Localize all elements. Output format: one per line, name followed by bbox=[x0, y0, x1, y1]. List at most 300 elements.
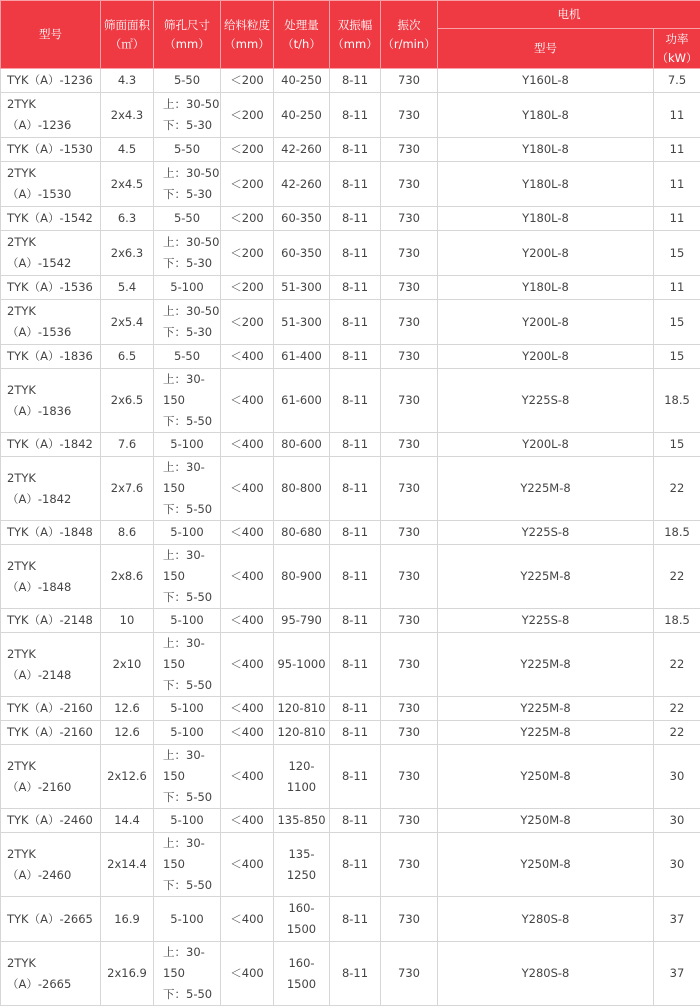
cell-amplitude: 8-11 bbox=[330, 433, 381, 457]
cell-mesh-line: 上：30-50 bbox=[154, 232, 220, 253]
cell-motor-model: Y250M-8 bbox=[438, 745, 654, 809]
table-row bbox=[1, 721, 700, 745]
table-row bbox=[1, 138, 700, 162]
cell-capacity bbox=[274, 138, 330, 162]
cell-area: 4.5 bbox=[101, 138, 154, 162]
cell-area: 12.6 bbox=[101, 697, 154, 721]
cell-feed: ＜400 bbox=[221, 433, 274, 457]
cell-power: 15 bbox=[654, 231, 700, 276]
cell-model: 2TYK（A）-2148 bbox=[1, 633, 101, 697]
cell-capacity-line: 1100 bbox=[274, 777, 329, 798]
cell-mesh-line: 5-50 bbox=[154, 139, 220, 160]
cell-feed: ＜400 bbox=[221, 697, 274, 721]
table-row bbox=[1, 521, 700, 545]
cell-power: 15 bbox=[654, 345, 700, 369]
cell-frequency: 730 bbox=[381, 609, 438, 633]
cell-frequency: 730 bbox=[381, 138, 438, 162]
table-row bbox=[1, 942, 700, 1006]
cell-mesh bbox=[154, 300, 221, 345]
cell-model: TYK（A）-2460 bbox=[1, 809, 101, 833]
cell-amplitude: 8-11 bbox=[330, 457, 381, 521]
cell-capacity-line: 95-790 bbox=[274, 610, 329, 631]
cell-frequency: 730 bbox=[381, 897, 438, 942]
cell-mesh bbox=[154, 276, 221, 300]
cell-power: 18.5 bbox=[654, 369, 700, 433]
cell-amplitude: 8-11 bbox=[330, 300, 381, 345]
table-body bbox=[1, 69, 700, 1006]
cell-feed: ＜400 bbox=[221, 609, 274, 633]
cell-frequency: 730 bbox=[381, 809, 438, 833]
cell-capacity bbox=[274, 276, 330, 300]
cell-capacity bbox=[274, 809, 330, 833]
header-motor-power bbox=[654, 29, 700, 69]
header-feed-label: 给料粒度 bbox=[221, 16, 273, 35]
cell-capacity bbox=[274, 369, 330, 433]
cell-mesh-line: 上：30-50 bbox=[154, 163, 220, 184]
cell-area: 2x5.4 bbox=[101, 300, 154, 345]
cell-power: 18.5 bbox=[654, 609, 700, 633]
header-amplitude-label: 双振幅 bbox=[330, 16, 380, 35]
cell-model: 2TYK（A）-1842 bbox=[1, 457, 101, 521]
cell-motor-model: Y160L-8 bbox=[438, 69, 654, 93]
cell-power: 11 bbox=[654, 93, 700, 138]
header-capacity bbox=[274, 1, 330, 69]
header-amplitude bbox=[330, 1, 381, 69]
cell-capacity bbox=[274, 721, 330, 745]
table-row bbox=[1, 433, 700, 457]
cell-frequency: 730 bbox=[381, 300, 438, 345]
cell-area: 2x6.3 bbox=[101, 231, 154, 276]
cell-area: 10 bbox=[101, 609, 154, 633]
cell-motor-model: Y225S-8 bbox=[438, 609, 654, 633]
cell-model: 2TYK（A）-1836 bbox=[1, 369, 101, 433]
cell-feed: ＜200 bbox=[221, 162, 274, 207]
cell-capacity-line: 60-350 bbox=[274, 243, 329, 264]
cell-capacity-line: 51-300 bbox=[274, 277, 329, 298]
cell-mesh-line: 上：30-150 bbox=[154, 633, 220, 675]
cell-capacity bbox=[274, 345, 330, 369]
cell-model: TYK（A）-1530 bbox=[1, 138, 101, 162]
cell-motor-model: Y200L-8 bbox=[438, 345, 654, 369]
cell-frequency: 730 bbox=[381, 697, 438, 721]
cell-mesh-line: 5-100 bbox=[154, 434, 220, 455]
cell-mesh bbox=[154, 138, 221, 162]
cell-motor-model: Y200L-8 bbox=[438, 300, 654, 345]
cell-motor-model: Y200L-8 bbox=[438, 231, 654, 276]
cell-capacity bbox=[274, 231, 330, 276]
table-row bbox=[1, 833, 700, 897]
cell-mesh-line: 上：30-150 bbox=[154, 545, 220, 587]
cell-capacity-line: 40-250 bbox=[274, 105, 329, 126]
cell-capacity bbox=[274, 942, 330, 1006]
cell-area: 16.9 bbox=[101, 897, 154, 942]
header-amplitude-unit: （mm） bbox=[330, 35, 380, 54]
cell-capacity-line: 95-1000 bbox=[274, 654, 329, 675]
cell-feed: ＜200 bbox=[221, 69, 274, 93]
cell-mesh bbox=[154, 457, 221, 521]
cell-capacity-line: 160- bbox=[274, 953, 329, 974]
cell-capacity bbox=[274, 633, 330, 697]
cell-mesh bbox=[154, 697, 221, 721]
cell-mesh-line: 上：30-150 bbox=[154, 369, 220, 411]
cell-model: TYK（A）-1848 bbox=[1, 521, 101, 545]
cell-feed: ＜400 bbox=[221, 942, 274, 1006]
cell-area: 2x7.6 bbox=[101, 457, 154, 521]
cell-capacity-line: 51-300 bbox=[274, 312, 329, 333]
cell-mesh-line: 5-100 bbox=[154, 522, 220, 543]
table-row bbox=[1, 207, 700, 231]
cell-area: 2x12.6 bbox=[101, 745, 154, 809]
cell-frequency: 730 bbox=[381, 276, 438, 300]
cell-mesh-line: 5-50 bbox=[154, 70, 220, 91]
cell-area: 7.6 bbox=[101, 433, 154, 457]
cell-capacity-line: 61-400 bbox=[274, 346, 329, 367]
table-row bbox=[1, 745, 700, 809]
cell-power: 22 bbox=[654, 721, 700, 745]
cell-model: 2TYK（A）-2460 bbox=[1, 833, 101, 897]
cell-capacity bbox=[274, 833, 330, 897]
cell-capacity-line: 120- bbox=[274, 756, 329, 777]
cell-amplitude: 8-11 bbox=[330, 207, 381, 231]
cell-power: 15 bbox=[654, 300, 700, 345]
cell-capacity-line: 42-260 bbox=[274, 139, 329, 160]
header-model: 型号 bbox=[1, 1, 101, 69]
cell-feed: ＜200 bbox=[221, 207, 274, 231]
cell-feed: ＜400 bbox=[221, 897, 274, 942]
header-capacity-unit: （t/h） bbox=[274, 35, 329, 54]
cell-frequency: 730 bbox=[381, 433, 438, 457]
cell-power: 15 bbox=[654, 433, 700, 457]
cell-amplitude: 8-11 bbox=[330, 231, 381, 276]
cell-feed: ＜400 bbox=[221, 369, 274, 433]
cell-motor-model: Y225M-8 bbox=[438, 457, 654, 521]
cell-power: 22 bbox=[654, 633, 700, 697]
header-power-label: 功率 bbox=[654, 30, 700, 49]
cell-model: TYK（A）-1236 bbox=[1, 69, 101, 93]
cell-motor-model: Y225S-8 bbox=[438, 369, 654, 433]
cell-power: 22 bbox=[654, 697, 700, 721]
cell-capacity-line: 1500 bbox=[274, 919, 329, 940]
cell-mesh bbox=[154, 942, 221, 1006]
header-frequency bbox=[381, 1, 438, 69]
table-row bbox=[1, 545, 700, 609]
cell-frequency: 730 bbox=[381, 369, 438, 433]
cell-capacity-line: 1500 bbox=[274, 974, 329, 995]
cell-model: TYK（A）-1542 bbox=[1, 207, 101, 231]
cell-mesh-line: 下：5-30 bbox=[154, 184, 220, 205]
cell-amplitude: 8-11 bbox=[330, 138, 381, 162]
cell-frequency: 730 bbox=[381, 457, 438, 521]
header-mesh-label: 筛孔尺寸 bbox=[154, 16, 220, 35]
cell-amplitude: 8-11 bbox=[330, 93, 381, 138]
cell-mesh bbox=[154, 69, 221, 93]
cell-amplitude: 8-11 bbox=[330, 545, 381, 609]
cell-frequency: 730 bbox=[381, 345, 438, 369]
header-capacity-label: 处理量 bbox=[274, 16, 329, 35]
cell-mesh-line: 下：5-50 bbox=[154, 875, 220, 896]
cell-model: 2TYK（A）-1236 bbox=[1, 93, 101, 138]
cell-capacity-line: 135- bbox=[274, 844, 329, 865]
cell-area: 2x14.4 bbox=[101, 833, 154, 897]
cell-motor-model: Y200L-8 bbox=[438, 433, 654, 457]
cell-mesh-line: 下：5-30 bbox=[154, 253, 220, 274]
cell-motor-model: Y180L-8 bbox=[438, 276, 654, 300]
cell-model: TYK（A）-2160 bbox=[1, 721, 101, 745]
cell-motor-model: Y225M-8 bbox=[438, 633, 654, 697]
cell-power: 37 bbox=[654, 942, 700, 1006]
cell-capacity-line: 160- bbox=[274, 898, 329, 919]
cell-mesh-line: 下：5-30 bbox=[154, 115, 220, 136]
cell-mesh bbox=[154, 162, 221, 207]
header-frequency-label: 振次 bbox=[381, 16, 437, 35]
cell-feed: ＜400 bbox=[221, 809, 274, 833]
cell-mesh-line: 上：30-50 bbox=[154, 94, 220, 115]
cell-motor-model: Y250M-8 bbox=[438, 809, 654, 833]
cell-mesh bbox=[154, 207, 221, 231]
cell-feed: ＜400 bbox=[221, 457, 274, 521]
cell-mesh bbox=[154, 897, 221, 942]
cell-power: 11 bbox=[654, 207, 700, 231]
cell-motor-model: Y250M-8 bbox=[438, 833, 654, 897]
cell-model: 2TYK（A）-2160 bbox=[1, 745, 101, 809]
cell-capacity-line: 42-260 bbox=[274, 174, 329, 195]
cell-feed: ＜400 bbox=[221, 545, 274, 609]
cell-model: TYK（A）-1842 bbox=[1, 433, 101, 457]
header-area bbox=[101, 1, 154, 69]
cell-frequency: 730 bbox=[381, 833, 438, 897]
cell-power: 30 bbox=[654, 833, 700, 897]
cell-amplitude: 8-11 bbox=[330, 345, 381, 369]
cell-amplitude: 8-11 bbox=[330, 809, 381, 833]
cell-mesh bbox=[154, 369, 221, 433]
cell-feed: ＜400 bbox=[221, 345, 274, 369]
cell-model: 2TYK（A）-2665 bbox=[1, 942, 101, 1006]
table-row bbox=[1, 697, 700, 721]
cell-model: 2TYK（A）-1536 bbox=[1, 300, 101, 345]
cell-area: 2x4.5 bbox=[101, 162, 154, 207]
cell-mesh bbox=[154, 93, 221, 138]
cell-capacity-line: 61-600 bbox=[274, 390, 329, 411]
cell-mesh bbox=[154, 345, 221, 369]
cell-motor-model: Y225M-8 bbox=[438, 697, 654, 721]
cell-power: 22 bbox=[654, 457, 700, 521]
cell-amplitude: 8-11 bbox=[330, 276, 381, 300]
cell-mesh bbox=[154, 433, 221, 457]
cell-capacity bbox=[274, 745, 330, 809]
table-row bbox=[1, 809, 700, 833]
cell-mesh bbox=[154, 721, 221, 745]
cell-mesh-line: 下：5-50 bbox=[154, 787, 220, 808]
cell-feed: ＜200 bbox=[221, 276, 274, 300]
cell-capacity bbox=[274, 162, 330, 207]
table-row bbox=[1, 300, 700, 345]
cell-mesh-line: 5-100 bbox=[154, 810, 220, 831]
cell-frequency: 730 bbox=[381, 231, 438, 276]
cell-amplitude: 8-11 bbox=[330, 942, 381, 1006]
cell-capacity-line: 120-810 bbox=[274, 722, 329, 743]
cell-feed: ＜400 bbox=[221, 721, 274, 745]
cell-area: 12.6 bbox=[101, 721, 154, 745]
cell-capacity-line: 60-350 bbox=[274, 208, 329, 229]
cell-mesh-line: 上：30-50 bbox=[154, 301, 220, 322]
table-row bbox=[1, 93, 700, 138]
cell-mesh bbox=[154, 609, 221, 633]
header-motor: 电机 bbox=[438, 1, 700, 29]
cell-motor-model: Y180L-8 bbox=[438, 162, 654, 207]
table-row bbox=[1, 345, 700, 369]
cell-capacity-line: 120-810 bbox=[274, 698, 329, 719]
cell-capacity bbox=[274, 521, 330, 545]
cell-frequency: 730 bbox=[381, 721, 438, 745]
cell-mesh bbox=[154, 545, 221, 609]
cell-capacity bbox=[274, 207, 330, 231]
cell-power: 22 bbox=[654, 545, 700, 609]
cell-area: 2x4.3 bbox=[101, 93, 154, 138]
cell-area: 2x6.5 bbox=[101, 369, 154, 433]
table-row bbox=[1, 457, 700, 521]
cell-amplitude: 8-11 bbox=[330, 69, 381, 93]
cell-capacity-line: 1250 bbox=[274, 865, 329, 886]
cell-motor-model: Y180L-8 bbox=[438, 207, 654, 231]
header-area-unit: （㎡） bbox=[101, 35, 153, 54]
cell-frequency: 730 bbox=[381, 207, 438, 231]
cell-motor-model: Y180L-8 bbox=[438, 93, 654, 138]
cell-area: 14.4 bbox=[101, 809, 154, 833]
cell-frequency: 730 bbox=[381, 633, 438, 697]
cell-mesh-line: 上：30-150 bbox=[154, 942, 220, 984]
cell-capacity-line: 80-680 bbox=[274, 522, 329, 543]
cell-mesh-line: 下：5-50 bbox=[154, 587, 220, 608]
cell-motor-model: Y280S-8 bbox=[438, 897, 654, 942]
cell-frequency: 730 bbox=[381, 162, 438, 207]
cell-capacity bbox=[274, 300, 330, 345]
cell-capacity bbox=[274, 457, 330, 521]
header-mesh bbox=[154, 1, 221, 69]
cell-capacity-line: 135-850 bbox=[274, 810, 329, 831]
cell-power: 30 bbox=[654, 745, 700, 809]
table-row bbox=[1, 897, 700, 942]
cell-model: 2TYK（A）-1530 bbox=[1, 162, 101, 207]
cell-frequency: 730 bbox=[381, 745, 438, 809]
cell-model: TYK（A）-1836 bbox=[1, 345, 101, 369]
cell-model: TYK（A）-1536 bbox=[1, 276, 101, 300]
cell-motor-model: Y225M-8 bbox=[438, 545, 654, 609]
header-feed-unit: （mm） bbox=[221, 35, 273, 54]
cell-capacity bbox=[274, 697, 330, 721]
cell-area: 8.6 bbox=[101, 521, 154, 545]
table-row bbox=[1, 231, 700, 276]
cell-mesh-line: 5-100 bbox=[154, 610, 220, 631]
header-mesh-unit: （mm） bbox=[154, 35, 220, 54]
cell-capacity bbox=[274, 545, 330, 609]
cell-area: 5.4 bbox=[101, 276, 154, 300]
cell-area: 2x8.6 bbox=[101, 545, 154, 609]
cell-mesh-line: 下：5-50 bbox=[154, 411, 220, 432]
cell-capacity-line: 80-800 bbox=[274, 478, 329, 499]
header-feed bbox=[221, 1, 274, 69]
cell-power: 37 bbox=[654, 897, 700, 942]
cell-amplitude: 8-11 bbox=[330, 162, 381, 207]
cell-mesh bbox=[154, 633, 221, 697]
cell-amplitude: 8-11 bbox=[330, 369, 381, 433]
header-power-unit: （kW） bbox=[654, 49, 700, 68]
cell-capacity bbox=[274, 433, 330, 457]
cell-feed: ＜200 bbox=[221, 93, 274, 138]
cell-mesh bbox=[154, 833, 221, 897]
cell-mesh bbox=[154, 521, 221, 545]
cell-amplitude: 8-11 bbox=[330, 609, 381, 633]
cell-feed: ＜400 bbox=[221, 521, 274, 545]
cell-feed: ＜200 bbox=[221, 231, 274, 276]
cell-amplitude: 8-11 bbox=[330, 745, 381, 809]
cell-motor-model: Y225M-8 bbox=[438, 721, 654, 745]
cell-mesh-line: 下：5-50 bbox=[154, 675, 220, 696]
cell-frequency: 730 bbox=[381, 545, 438, 609]
cell-amplitude: 8-11 bbox=[330, 721, 381, 745]
cell-area: 2x16.9 bbox=[101, 942, 154, 1006]
cell-capacity bbox=[274, 609, 330, 633]
cell-feed: ＜400 bbox=[221, 833, 274, 897]
cell-model: TYK（A）-2148 bbox=[1, 609, 101, 633]
cell-mesh-line: 5-100 bbox=[154, 277, 220, 298]
cell-feed: ＜200 bbox=[221, 300, 274, 345]
cell-amplitude: 8-11 bbox=[330, 833, 381, 897]
cell-mesh-line: 5-50 bbox=[154, 346, 220, 367]
cell-model: TYK（A）-2665 bbox=[1, 897, 101, 942]
cell-frequency: 730 bbox=[381, 93, 438, 138]
cell-amplitude: 8-11 bbox=[330, 521, 381, 545]
table-row bbox=[1, 276, 700, 300]
cell-power: 18.5 bbox=[654, 521, 700, 545]
cell-power: 30 bbox=[654, 809, 700, 833]
cell-mesh-line: 上：30-150 bbox=[154, 745, 220, 787]
cell-power: 11 bbox=[654, 276, 700, 300]
header-area-label: 筛面面积 bbox=[101, 16, 153, 35]
table-row bbox=[1, 162, 700, 207]
cell-motor-model: Y225S-8 bbox=[438, 521, 654, 545]
cell-mesh-line: 5-100 bbox=[154, 722, 220, 743]
cell-power: 11 bbox=[654, 162, 700, 207]
cell-amplitude: 8-11 bbox=[330, 633, 381, 697]
cell-power: 11 bbox=[654, 138, 700, 162]
cell-mesh-line: 下：5-50 bbox=[154, 499, 220, 520]
cell-mesh-line: 下：5-30 bbox=[154, 322, 220, 343]
cell-frequency: 730 bbox=[381, 942, 438, 1006]
cell-area: 6.3 bbox=[101, 207, 154, 231]
cell-amplitude: 8-11 bbox=[330, 697, 381, 721]
cell-frequency: 730 bbox=[381, 521, 438, 545]
cell-capacity bbox=[274, 897, 330, 942]
cell-mesh bbox=[154, 809, 221, 833]
table-row bbox=[1, 369, 700, 433]
cell-capacity bbox=[274, 69, 330, 93]
cell-motor-model: Y280S-8 bbox=[438, 942, 654, 1006]
cell-mesh-line: 5-100 bbox=[154, 698, 220, 719]
cell-feed: ＜400 bbox=[221, 633, 274, 697]
cell-capacity-line: 80-900 bbox=[274, 566, 329, 587]
cell-model: 2TYK（A）-1848 bbox=[1, 545, 101, 609]
cell-mesh-line: 5-100 bbox=[154, 909, 220, 930]
header-frequency-unit: （r/min） bbox=[381, 35, 437, 54]
cell-amplitude: 8-11 bbox=[330, 897, 381, 942]
table-row bbox=[1, 69, 700, 93]
cell-frequency: 730 bbox=[381, 69, 438, 93]
cell-feed: ＜200 bbox=[221, 138, 274, 162]
cell-power: 7.5 bbox=[654, 69, 700, 93]
cell-area: 4.3 bbox=[101, 69, 154, 93]
cell-mesh bbox=[154, 231, 221, 276]
cell-capacity bbox=[274, 93, 330, 138]
